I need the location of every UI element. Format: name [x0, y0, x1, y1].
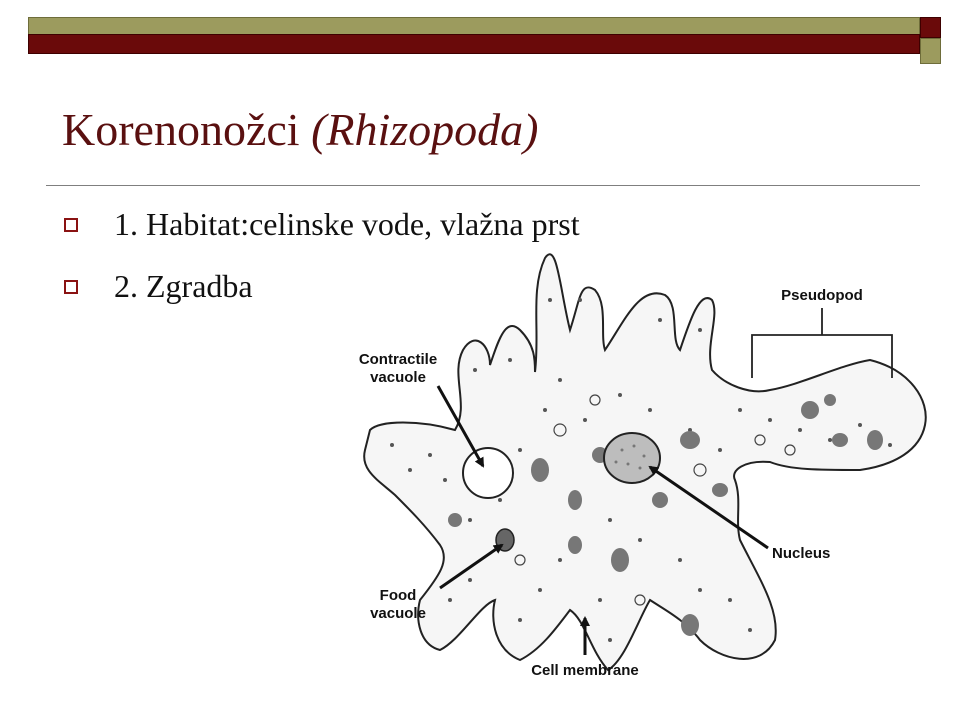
label-food-2: vacuole	[370, 605, 426, 622]
title-divider	[46, 185, 920, 186]
bullet-text: 1. Habitat:celinske vode, vlažna prst	[114, 206, 580, 242]
label-contractile-2: vacuole	[370, 369, 426, 386]
label-pseudopod: Pseudopod	[781, 287, 863, 304]
label-nucleus: Nucleus	[772, 545, 831, 562]
nucleus	[604, 433, 660, 483]
square-bullet-icon	[64, 218, 78, 232]
slide-title	[62, 104, 539, 157]
bullet-structure	[64, 268, 253, 305]
label-food-1: Food	[379, 587, 417, 604]
amoeba-diagram	[330, 240, 930, 690]
bullet-text: 2. Zgradba	[114, 268, 253, 304]
title-main: Korenonožci	[62, 104, 300, 155]
bullet-habitat	[64, 206, 580, 243]
title-latin: (Rhizopoda)	[311, 104, 539, 155]
corner-square-olive	[920, 38, 941, 64]
square-bullet-icon	[64, 280, 78, 294]
header-maroon-bar	[28, 34, 920, 54]
header-olive-bar	[28, 17, 920, 35]
label-contractile-1: Contractile	[358, 351, 438, 368]
label-cell-membrane: Cell membrane	[531, 662, 639, 679]
contractile-vacuole	[463, 448, 513, 498]
corner-square-maroon	[920, 17, 941, 38]
